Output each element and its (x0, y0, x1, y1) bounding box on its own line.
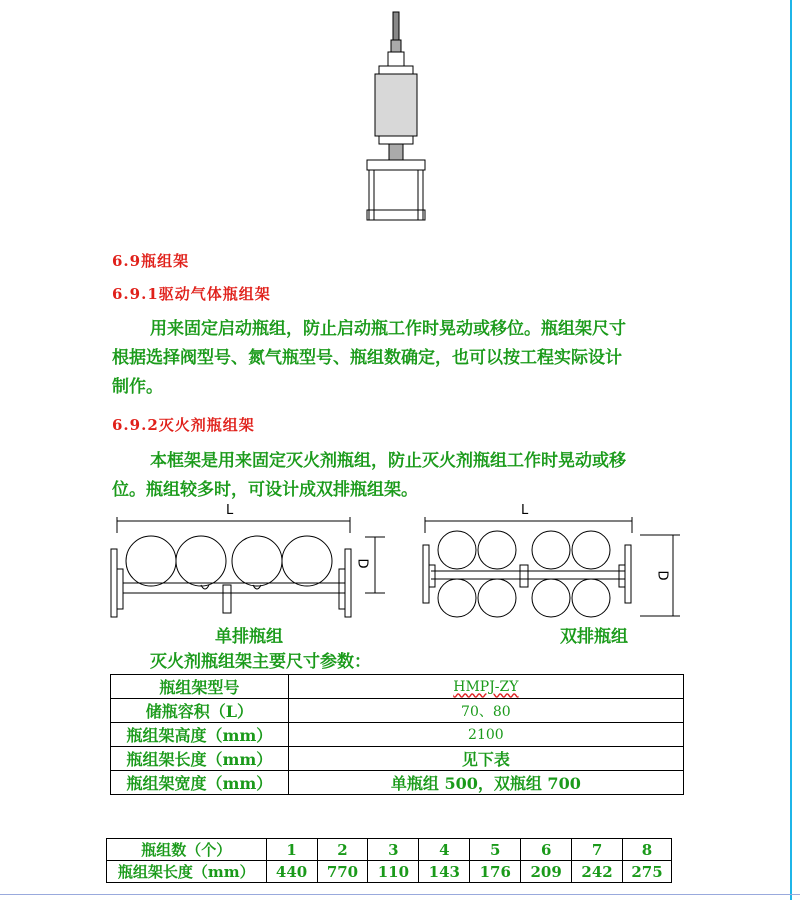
para-6-9-1-line3: 制作。 (112, 377, 163, 397)
params-table (110, 674, 684, 795)
row-label-length: 瓶组架长度（mm） (107, 861, 267, 883)
page-frame-right (790, 0, 792, 900)
param-label: 瓶组架型号 (111, 675, 289, 699)
count-cell: 7 (572, 839, 623, 861)
param-label: 瓶组架长度（mm） (111, 747, 289, 771)
single-row-rack-diagram (105, 505, 395, 625)
valve-actuator-drawing (355, 10, 435, 230)
single-label-D: D (354, 558, 370, 569)
param-value: 2100 (288, 723, 683, 747)
row-label-count: 瓶组数（个） (107, 839, 267, 861)
page-frame-bottom (0, 894, 800, 895)
para-6-9-2-line2: 位。瓶组较多时，可设计成双排瓶组架。 (112, 480, 418, 500)
para-6-9-1-line1: 用来固定启动瓶组，防止启动瓶工作时晃动或移位。瓶组架尺寸 (150, 319, 626, 339)
param-value: 见下表 (288, 747, 683, 771)
params-title: 灭火剂瓶组架主要尺寸参数： (150, 652, 371, 672)
param-label: 瓶组架宽度（mm） (111, 771, 289, 795)
table-row (111, 771, 684, 795)
caption-double-row: 双排瓶组 (560, 627, 628, 647)
param-value (288, 675, 683, 699)
table-row (111, 675, 684, 699)
para-6-9-2-line1: 本框架是用来固定灭火剂瓶组，防止灭火剂瓶组工作时晃动或移 (150, 451, 626, 471)
length-cell: 209 (521, 861, 572, 883)
param-value: 70、80 (288, 699, 683, 723)
length-cell: 242 (572, 861, 623, 883)
count-cell: 8 (623, 839, 672, 861)
length-cell: 176 (470, 861, 521, 883)
heading-6-9-2: 6.9.2灭火剂瓶组架 (112, 416, 255, 434)
double-label-L: L (521, 503, 529, 518)
param-label: 储瓶容积（L） (111, 699, 289, 723)
count-cell: 1 (266, 839, 317, 861)
table-row (107, 839, 672, 861)
caption-single-row: 单排瓶组 (215, 627, 283, 647)
para-6-9-1-line2: 根据选择阀型号、氮气瓶型号、瓶组数确定，也可以按工程实际设计 (112, 348, 622, 368)
length-cell: 110 (368, 861, 419, 883)
single-label-L: L (226, 503, 234, 518)
param-value: 单瓶组 500，双瓶组 700 (288, 771, 683, 795)
count-cell: 5 (470, 839, 521, 861)
table-row (111, 747, 684, 771)
table-row (111, 699, 684, 723)
table-row (111, 723, 684, 747)
double-label-D: D (654, 570, 670, 581)
count-cell: 2 (317, 839, 368, 861)
length-cell: 143 (419, 861, 470, 883)
model-value: HMPJ-ZY (453, 678, 519, 695)
double-row-rack-diagram (415, 505, 690, 623)
length-cell: 440 (266, 861, 317, 883)
length-cell: 275 (623, 861, 672, 883)
count-cell: 4 (419, 839, 470, 861)
table-row (107, 861, 672, 883)
length-cell: 770 (317, 861, 368, 883)
count-cell: 6 (521, 839, 572, 861)
heading-6-9-1: 6.9.1驱动气体瓶组架 (112, 285, 271, 303)
length-table (106, 838, 672, 883)
heading-6-9: 6.9瓶组架 (112, 252, 190, 270)
param-label: 瓶组架高度（mm） (111, 723, 289, 747)
count-cell: 3 (368, 839, 419, 861)
